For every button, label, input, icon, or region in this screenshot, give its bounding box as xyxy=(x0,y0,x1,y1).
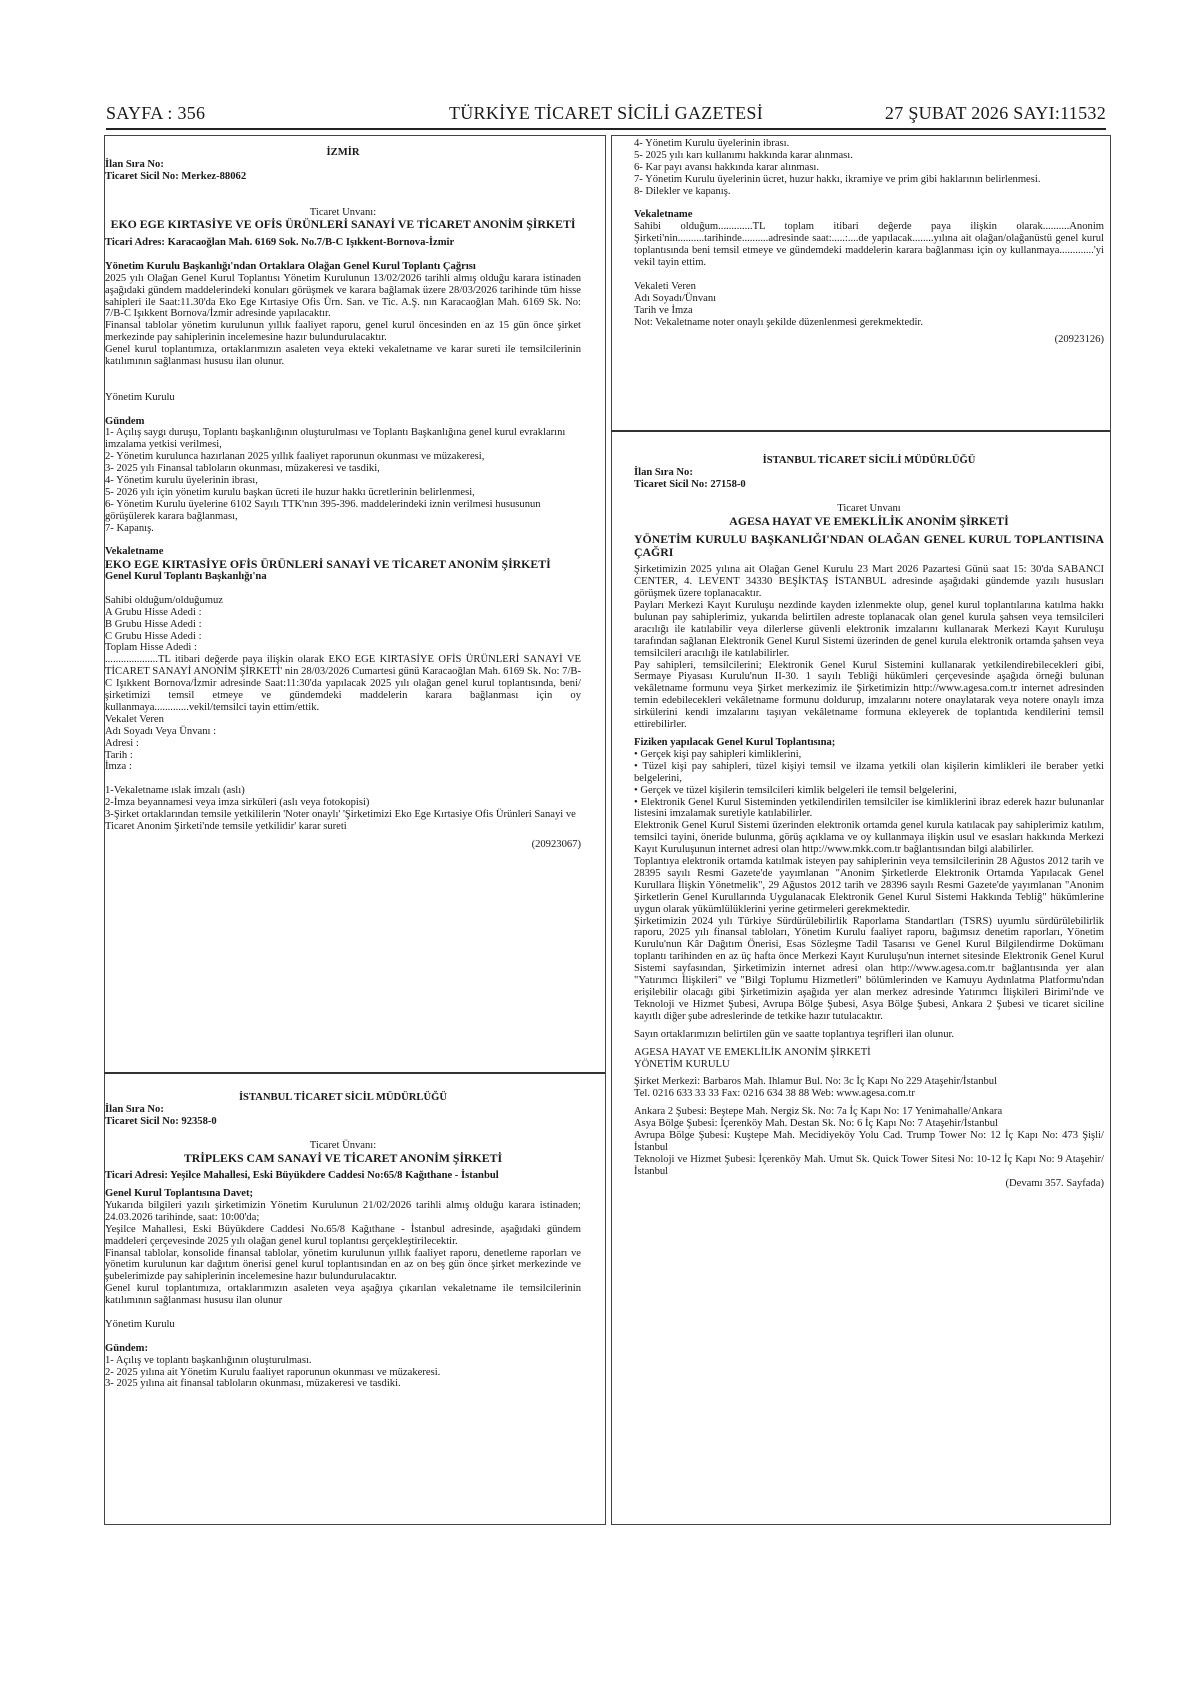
note-line: 1-Vekaletname ıslak imzalı (aslı) xyxy=(105,785,245,797)
paragraph: Finansal tablolar yönetim kurulunun yıllık faaliyet raporu, genel kurul öncesinden en az 15 gün önce şirket merkezinde pay sahiplerinin incelemesine hazır bulundurulacaktır. xyxy=(105,320,581,344)
agenda-item: 8- Dilekler ve kapanış. xyxy=(634,185,731,197)
proxy-recipient: Genel Kurul Toplantı Başkanlığı'na xyxy=(105,570,267,582)
agenda-label: Gündem xyxy=(105,415,145,427)
form-line: B Grubu Hisse Adedi : xyxy=(105,618,202,630)
issue-date: 27 ŞUBAT 2026 SAYI:11532 xyxy=(884,103,1106,123)
company-name: TRİPLEKS CAM SANAYİ VE TİCARET ANONİM ŞİRKETİ xyxy=(183,1150,503,1165)
ad-code: (20923126) xyxy=(1054,334,1104,346)
agenda-label: Gündem: xyxy=(105,1342,148,1354)
form-line: Vekaleti Veren xyxy=(634,280,696,292)
meeting-call-title: YÖNETİM KURULU BAŞKANLIĞI'NDAN OLAĞAN GENEL KURUL TOPLANTISINA ÇAĞRI xyxy=(634,532,1104,559)
agenda-item: 2- 2025 yılına ait Yönetim Kurulu faaliyet raporunun okunması ve müzakeresi. xyxy=(105,1366,441,1378)
paragraph: Pay sahipleri, temsilcilerini; Elektronik Genel Kurul Sistemini kullanarak yetkilendirebilecekleri gibi, Sermaye Piyasası Kurulu'nun II-30. 1 sayılı Tebliği hükümleri çerçevesinde aşağıda örneği bulunan vekâletname formunu veya Şirket merkezimiz ile Şirketimizin http://www.agesa.com.tr internet adresinden temin edebilecekleri vekâletname formunu doldurup, imzalarını notere onaylatarak veya notere onaylı imza sirkülerini kendi imzalarını taşıyan vekâletname formuna ekleyerek de toplantıda kendilerini temsil ettirebilirler. xyxy=(634,659,1104,731)
announcement-agesa xyxy=(634,455,1104,1190)
company-address: Ticari Adresi: Yeşilce Mahallesi, Eski Büyükdere Caddesi No:65/8 Kağıthane - İstanbul xyxy=(105,1170,499,1182)
paragraph: Yukarıda bilgileri yazılı şirketimizin Yönetim Kurulunun 21/02/2026 tarihli almış olduğu karara istinaden; 24.03.2026 tarihinde, saat: 10:00'da; xyxy=(105,1199,581,1223)
company-name: AGESA HAYAT VE EMEKLİLİK ANONİM ŞİRKETİ xyxy=(729,513,1009,528)
unvan-label: Ticaret Ünvanı: xyxy=(309,1139,377,1151)
header-rule xyxy=(106,128,1106,130)
board-signature: Yönetim Kurulu xyxy=(105,391,175,403)
form-line: C Grubu Hisse Adedi : xyxy=(105,630,202,642)
unvan-label: Ticaret Unvanı: xyxy=(309,206,377,218)
contact-line: Tel. 0216 633 33 33 Fax: 0216 634 38 88 Web: www.agesa.com.tr xyxy=(634,1088,915,1100)
form-line: Vekalet Veren xyxy=(105,713,164,725)
branch-address: Teknoloji ve Hizmet Şubesi: İçerenköy Mah. Umut Sk. Quick Tower Sitesi No: 10-12 İç Kapı No: 9 Ataşehir/İstanbul xyxy=(634,1153,1104,1177)
branch-address: Ankara 2 Şubesi: Beştepe Mah. Nergiz Sk. No: 7a İç Kapı No: 17 Yenimahalle/Ankara xyxy=(634,1106,1003,1118)
paragraph: Payları Merkezi Kayıt Kuruluşu nezdinde kayden izlenmekte olup, genel kurul toplantılarına katılma hakkı bulunan pay sahiplerimiz, yukarıda belirtilen adreste toplanacak olan genel kurula şahsen veya temsilcileri aracılığı ile katılabilir veya dilerlerse güvenli elektronik imzalarını kullanarak Merkezi Kayıt Kuruluşu tarafından sağlanan Elektronik Genel Kurul Sistemi üzerinden de genel kurula elektronik ortamda şahsen veya temsilcileri aracılığı ile katılabilirler. xyxy=(634,600,1104,659)
announcement-tripleks xyxy=(105,1092,581,1390)
company-address: Ticari Adres: Karacaoğlan Mah. 6169 Sok. No.7/B-C Işıkkent-Bornova-İzmir xyxy=(105,237,455,248)
announcement-tripleks-continued xyxy=(634,138,1104,346)
announcement-eko-ege xyxy=(105,147,581,851)
agenda-item: 5- 2026 yılı için yönetim kurulu başkan ücreti ile huzur hakkı ücretlerinin belirlenmesi, xyxy=(105,486,475,498)
city-heading: İZMİR xyxy=(326,147,360,158)
registry-office: İSTANBUL TİCARET SİCİL MÜDÜRLÜĞÜ xyxy=(238,1092,448,1103)
form-line: Adresi : xyxy=(105,737,139,749)
paragraph: Genel kurul toplantımıza, ortaklarımızın asaleten veya aşağıya çıkarılan vekaletname ile temsilcilerinin katılımının sağlanması hususu ilan olunur xyxy=(105,1283,581,1307)
proxy-label: Vekaletname xyxy=(634,209,693,221)
bullet-item: • Gerçek kişi pay sahipleri kimliklerini, xyxy=(634,748,802,760)
agenda-item: 4- Yönetim kurulu üyelerinin ibrası, xyxy=(105,475,258,487)
form-line: A Grubu Hisse Adedi : xyxy=(105,606,202,618)
paragraph: Şirketimizin 2024 yılı Türkiye Sürdürülebilirlik Raporlama Standartları (TSRS) uyumlu sürdürülebilirlik raporu, 2025 yılı finansal tabloları, Yönetim Kurulu faaliyet raporu, bağımsız denetim raporları, Yönetim Kurulu'nun Kâr Dağıtım Önerisi, Esas Sözleşme Tadil Tasarısı ve Genel Kurul Bilgilendirme Dokümanı toplantı tarihinden en az üç hafta önce Merkezi Kayıt Kuruluşu'nun internet sitesinde Elektronik Genel Kurul Sistemi sayfasından, Şirketimizin internet adresi olan http://www.agesa.com.tr bağlantısında yer alan "Yatırımcı İlişkileri" ve "Bilgi Toplumu Hizmetleri" bölümlerinden ve Kamuyu Aydınlatma Platformu'ndan erişilebilir olacağı gibi Şirketimizin aşağıda yer alan merkez adresinde Yatırımcı İlişkileri Birimi'nde ve Teknoloji ve Hizmet Şubesi, Avrupa Bölge Şubesi, Asya Bölge Şubesi, Ankara 2 Şubesi ve ticaret siciline kayıtlı diğer şube adreslerinde de tetkike hazır tutulacaktır. xyxy=(634,915,1104,1022)
gazette-title: TÜRKİYE TİCARET SİCİLİ GAZETESİ xyxy=(448,103,764,123)
form-line: Toplam Hisse Adedi : xyxy=(105,642,197,654)
signature-board: YÖNETİM KURULU xyxy=(634,1058,730,1070)
bullet-item: • Elektronik Genel Kurul Sisteminden yetkilendirilen temsilciler ise kimliklerini ibraz ederek hazır bulunanlar listesini imzalamak suretiyle katılabilirler. xyxy=(634,796,1104,820)
form-line: İmza : xyxy=(105,761,132,773)
paragraph: Toplantıya elektronik ortamda katılmak isteyen pay sahiplerinin veya temsilcilerinin 28 Ağustos 2012 tarih ve 28395 sayılı Resmi Gazete'de yayımlanan "Anonim Şirketlerde Elektronik Ortamda Yapılacak Genel Kurullara İlişkin Yönetmelik", 29 Ağustos 2012 tarih ve 28396 sayılı Resmi Gazete'de yayımlanan "Anonim Şirketlerin Genel Kurullarında Uygulanacak Elektronik Genel Kurul Sistemi Hakkında Tebliğ" hükümlerine uygun olarak yükümlülüklerini yerine getirmeleri gerekmektedir. xyxy=(634,856,1104,915)
branch-address: Asya Bölge Şubesi: İçerenköy Mah. Destan Sk. No: 6 İç Kapı No: 7 Ataşehir/İstanbul xyxy=(634,1118,998,1130)
agenda-item: 1- Açılış saygı duruşu, Toplantı başkanlığının oluşturulması ve Toplantı Başkanlığına genel kurul evraklarını imzalama yetkisi verilmesi, xyxy=(105,427,566,451)
form-line: Adı Soyadı/Ünvanı xyxy=(634,292,717,304)
paragraph: Sayın ortaklarımızın belirtilen gün ve saatte toplantıya teşrifleri ilan olunur. xyxy=(634,1028,955,1040)
agenda-item: 4- Yönetim Kurulu üyelerinin ibrası. xyxy=(634,138,790,149)
ilan-sira: İlan Sıra No: xyxy=(105,158,164,170)
sicil-no: Ticaret Sicil No: Merkez-88062 xyxy=(105,170,247,182)
agenda-item: 7- Yönetim Kurulu üyelerinin ücret, huzur hakkı, ikramiye ve prim gibi haklarının belirlenmesi. xyxy=(634,173,1041,185)
right-separator xyxy=(611,430,1110,432)
paragraph: Şirketimizin 2025 yılına ait Olağan Genel Kurulu 23 Mart 2026 Pazartesi Günü saat 15: 30'da SABANCI CENTER, 4. LEVENT 34330 BEŞİKTAŞ İSTANBUL adresinde aşağıdaki gündemde yazılı hususları görüşmek üzere toplanacaktır. xyxy=(634,564,1104,600)
note-line: Not: Vekaletname noter onaylı şekilde düzenlenmesi gerekmektedir. xyxy=(634,316,923,328)
left-separator xyxy=(104,1072,605,1074)
head-office-address: Şirket Merkezi: Barbaros Mah. Ihlamur Bul. No: 3c İç Kapı No 229 Ataşehir/İstanbul xyxy=(634,1076,998,1088)
bullet-item: • Gerçek ve tüzel kişilerin temsilcileri kimlik belgeleri ile temsil belgelerini, xyxy=(634,784,957,796)
agenda-item: 2- Yönetim kurulunca hazırlanan 2025 yıllık faaliyet raporunun okunması ve müzakeresi, xyxy=(105,451,485,463)
paragraph: Elektronik Genel Kurul Sistemi üzerinden elektronik ortamda genel kurula katılacak pay sahiplerimiz katılım, temsilci tayini, öneride bulunma, görüş açıklama ve oy kullanmaya ilişkin usul ve esasları hakkında Merkezi Kayıt Kuruluşunun internet adresi olan http://www.mkk.com.tr bağlantısından bilgi alabilirler. xyxy=(634,820,1104,856)
physical-meeting-title: Fiziken yapılacak Genel Kurul Toplantısına; xyxy=(634,736,836,748)
proxy-text: Sahibi olduğum.............TL toplam itibari değerde paya ilişkin olarak..........Anonim Şirketi'nin..........tarihinde..........adresinde saat:.....:....de yapılacak........yılına ait olağan/olağanüstü genel kurul toplantısında beni temsil etmeye ve gündemdeki maddelerin karara bağlanması için oy kullanmaya.............'yi vekil tayin ettim. xyxy=(634,221,1104,269)
form-line: Tarih : xyxy=(105,749,133,761)
continued-note: (Devamı 357. Sayfada) xyxy=(1005,1177,1104,1189)
agenda-item: 5- 2025 yılı karı kullanımı hakkında karar alınması. xyxy=(634,149,853,161)
unvan-label: Ticaret Unvanı xyxy=(837,502,901,514)
meeting-call-title: Yönetim Kurulu Başkanlığı'ndan Ortaklara Olağan Genel Kurul Toplantı Çağrısı xyxy=(105,260,476,272)
page-header xyxy=(106,103,1106,127)
proxy-company: EKO EGE KIRTASİYE OFİS ÜRÜNLERİ SANAYİ VE TİCARET ANONİM ŞİRKETİ xyxy=(105,557,551,572)
agenda-item: 7- Kapanış. xyxy=(105,522,154,534)
signature-company: AGESA HAYAT VE EMEKLİLİK ANONİM ŞİRKETİ xyxy=(634,1046,871,1058)
branch-address: Avrupa Bölge Şubesi: Kuştepe Mah. Mecidiyeköy Yolu Cad. Trump Tower No: 12 İç Kapı No: 473 Şişli/İstanbul xyxy=(634,1130,1104,1153)
note-line: 2-İmza beyannamesi veya imza sirküleri (aslı veya fotokopisi) xyxy=(105,797,370,809)
form-line: Tarih ve İmza xyxy=(634,304,693,316)
ad-code: (20923067) xyxy=(531,838,581,850)
paragraph: Yeşilce Mahallesi, Eski Büyükdere Caddesi No.65/8 Kağıthane - İstanbul adresinde, aşağıdaki gündem maddeleri çerçevesinde 2025 yılı olağan genel kurul toplantısı gerçekleştirilecektir. xyxy=(105,1223,581,1247)
bullet-item: • Tüzel kişi pay sahipleri, tüzel kişiyi temsil ve ilzama yetkili olan kişilerin kimlikleri ile beraber yetki belgelerini, xyxy=(634,760,1104,784)
agenda-item: 3- 2025 yılına ait finansal tabloların okunması, müzakeresi ve tasdiki. xyxy=(105,1378,401,1390)
agenda-item: 6- Kar payı avansı hakkında karar alınması. xyxy=(634,161,820,173)
form-line: Sahibi olduğum/olduğumuz xyxy=(105,594,224,606)
ilan-sira: İlan Sıra No: xyxy=(105,1103,164,1115)
sicil-no: Ticaret Sicil No: 27158-0 xyxy=(634,478,746,490)
sicil-no: Ticaret Sicil No: 92358-0 xyxy=(105,1115,217,1127)
agenda-item: 1- Açılış ve toplantı başkanlığının oluşturulması. xyxy=(105,1354,312,1366)
company-name: EKO EGE KIRTASİYE VE OFİS ÜRÜNLERİ SANAYİ VE TİCARET ANONİM ŞİRKETİ xyxy=(110,217,576,232)
proxy-text: ....................TL itibari değerde paya ilişkin olarak EKO EGE KIRTASİYE OFİS ÜRÜNLERİ SANAYİ VE TİCARET SANAYİ ANONİM ŞİRKETİ' nin 28/03/2026 Cumartesi günü Karacaoğlan Mah. 6169 Sk. No: 7/B-C Işıkkent Bornova/İzmir adresinde Saat:11:30'da yapılacak 2025 yılı olağan genel kurul toplantısında, beni/şirketimizi temsil etmeye ve gündemdeki maddelerin karara bağlanması için oy kullanmaya.............vekil/temsilci tayin ettim/ettik. xyxy=(105,654,581,713)
invitation-title: Genel Kurul Toplantısına Davet; xyxy=(105,1188,254,1200)
page-number: SAYFA : 356 xyxy=(106,103,206,123)
form-line: Adı Soyadı Veya Ünvanı : xyxy=(105,725,217,737)
ilan-sira: İlan Sıra No: xyxy=(634,466,693,478)
paragraph: Genel kurul toplantımıza, ortaklarımızın asaleten veya ekteki vekaletname ve karar sureti ile temsilcilerinin katılımının sağlanması hususu ilan olunur. xyxy=(105,344,581,368)
agenda-item: 3- 2025 yılı Finansal tabloların okunması, müzakeresi ve tasdiki, xyxy=(105,463,380,475)
paragraph: Finansal tablolar, konsolide finansal tablolar, yönetim kurulunun yıllık faaliyet raporu, denetleme raporları ve yönetim kurulunun kar dağıtım önerisi genel kurul toplantısından en az on beş gün önce şirket merkezinde ve şubelerimizde pay sahiplerinin incelemesine hazır bulundurulacaktır. xyxy=(105,1247,581,1283)
agenda-item: 6- Yönetim Kurulu üyelerine 6102 Sayılı TTK'nın 395-396. maddelerindeki iznin verilmesi hususunun görüşülerek karara bağlanması, xyxy=(105,498,541,522)
note-line: 3-Şirket ortaklarından temsile yetkililerin 'Noter onaylı' 'Şirketimizi Eko Ege Kırtasiye Ofis Ürünleri Sanayi ve Ticaret Anonim Şirketi'nde temsile yetkilidir' karar sureti xyxy=(105,809,576,832)
board-signature: Yönetim Kurulu xyxy=(105,1318,175,1330)
proxy-label: Vekaletname xyxy=(105,546,164,558)
registry-office: İSTANBUL TİCARET SİCİLİ MÜDÜRLÜĞÜ xyxy=(762,455,976,466)
paragraph: 2025 yılı Olağan Genel Kurul Toplantısı Yönetim Kurulunun 13/02/2026 tarihli almış olduğu karara istinaden aşağıdaki gündem maddelerindeki konuları görüşmek ve karara bağlamak üzere 28/03/2026 tarihinde tüm hisse sahipleri ile Saat:11.30'da Eko Ege Kırtasiye Ofis Ürn. San. ve Tic. A.Ş. nın Karacaoğlan Mah. 6169 Sk. No: 7/B-C Işıkkent Bornova/İzmir adresinde yapılacaktır. xyxy=(105,272,581,320)
